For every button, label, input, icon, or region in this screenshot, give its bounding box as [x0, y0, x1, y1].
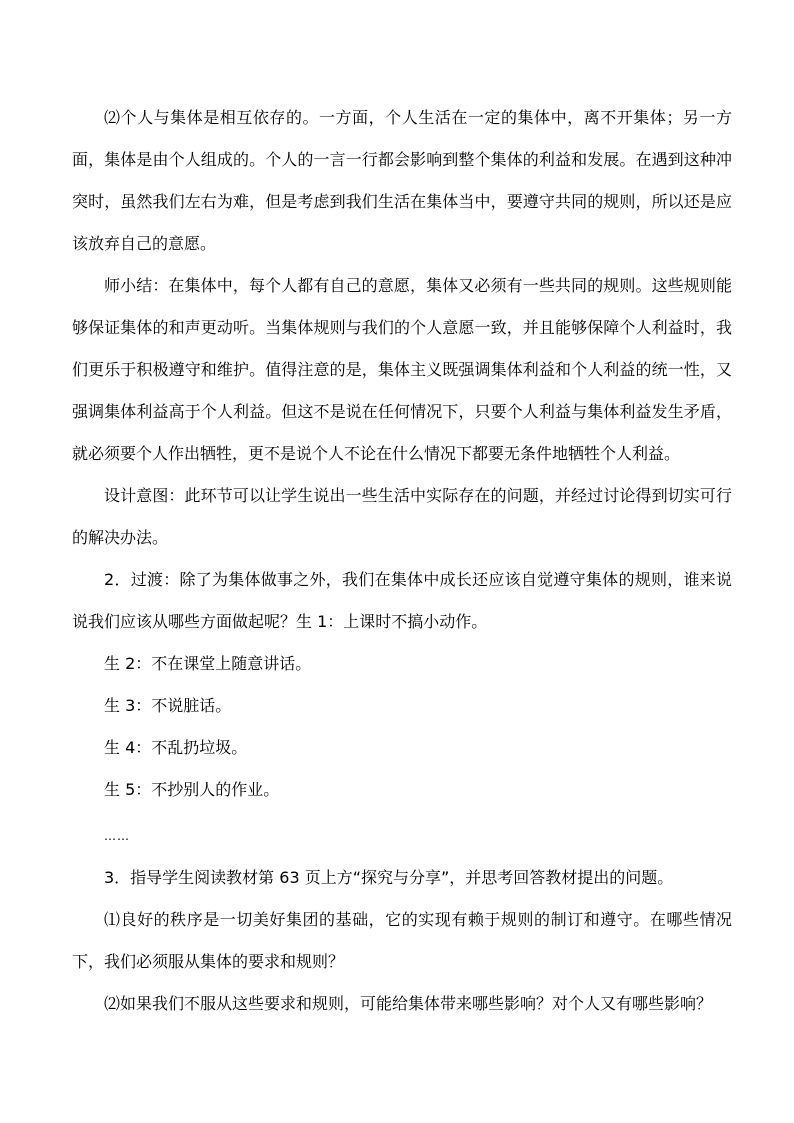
student-answer-4: 生 4：不乱扔垃圾。 — [104, 738, 248, 757]
student-answer-2: 生 2：不在课堂上随意讲话。 — [104, 654, 312, 673]
student-answer-5: 生 5：不抄别人的作业。 — [104, 780, 280, 799]
question-2: ⑵如果我们不服从这些要求和规则，可能给集体带来哪些影响？对个人又有哪些影响？ — [104, 994, 713, 1013]
paragraph-reading-guide: 3．指导学生阅读教材第 63 页上方“探究与分享”，并思考回答教材提出的问题。 — [104, 868, 674, 887]
paragraph-transition: 2．过渡：除了为集体做事之外，我们在集体中成长还应该自觉遵守集体的规则，谁来说说我们应该从哪些方面做起呢？生 1：上课时不搞小动作。 — [72, 570, 732, 631]
question-1: ⑴良好的秩序是一切美好集团的基础，它的实现有赖于规则的制订和遵守。在哪些情况下，我们必须服从集体的要求和规则？ — [72, 910, 732, 971]
ellipsis: …… — [104, 829, 130, 843]
paragraph-teacher-summary: 师小结：在集体中，每个人都有自己的意愿，集体又必须有一些共同的规则。这些规则能够保证集体的和声更动听。当集体规则与我们的个人意愿一致，并且能够保障个人利益时，我们更乐于积极遵守和维护。值得注意的是，集体主义既强调集体利益和个人利益的统一性，又强调集体利益高于个人利益。但这不是说在任何情况下，只要个人利益与集体利益发生矛盾，就必须要个人作出牺牲，更不是说个人不论在什么情况下都要无条件地牺牲个人利益。 — [72, 276, 732, 463]
paragraph-design-intent: 设计意图：此环节可以让学生说出一些生活中实际存在的问题，并经过讨论得到切实可行的解决办法。 — [72, 486, 732, 547]
paragraph-interdependence: ⑵个人与集体是相互依存的。一方面，个人生活在一定的集体中，离不开集体；另一方面，集体是由个人组成的。个人的一言一行都会影响到整个集体的利益和发展。在遇到这种冲突时，虽然我们左右为难，但是考虑到我们生活在集体当中，要遵守共同的规则，所以还是应该放弃自己的意愿。 — [72, 108, 732, 253]
student-answer-3: 生 3：不说脏话。 — [104, 696, 232, 715]
